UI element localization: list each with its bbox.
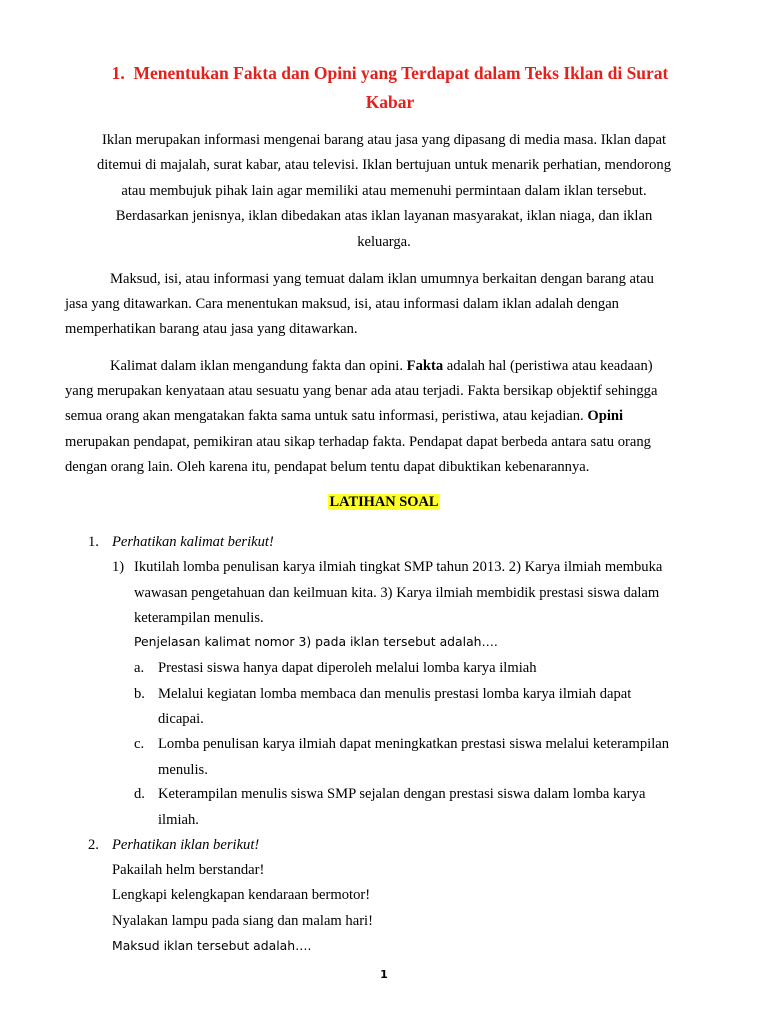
para1-line: atau membujuk pihak lain agar memiliki atau memenuhi permintaan dalam iklan tersebut. <box>121 183 647 199</box>
ad-line: Lengkapi kelengkapan kendaraan bermotor! <box>112 887 371 903</box>
para3-text: Kalimat dalam iklan mengandung fakta dan opini. <box>110 358 407 374</box>
question-prompt: Perhatikan iklan berikut! <box>112 837 260 853</box>
opini-term: Opini <box>587 408 624 424</box>
q2-question: Maksud iklan tersebut adalah…. <box>112 938 312 953</box>
q1-question: Penjelasan kalimat nomor 3) pada iklan tersebut adalah…. <box>134 634 498 649</box>
page-number: 1 <box>380 968 388 981</box>
question-number: 2. <box>88 837 99 853</box>
option-b-text: Melalui kegiatan lomba membaca dan menulis prestasi lomba karya ilmiah dapat <box>158 686 632 702</box>
option-letter: a. <box>134 660 145 676</box>
para1-line: keluarga. <box>357 234 411 250</box>
para3-text: adalah hal (peristiwa atau keadaan) <box>443 358 653 374</box>
option-letter: c. <box>134 736 145 752</box>
section-heading <box>70 59 710 117</box>
heading-line-2: Kabar <box>365 92 415 112</box>
question-prompt: Perhatikan kalimat berikut! <box>112 534 274 550</box>
para1-line: Iklan merupakan informasi mengenai barang atau jasa yang dipasang di media masa. Iklan dapat <box>101 132 667 148</box>
option-a-text: Prestasi siswa hanya dapat diperoleh melalui lomba karya ilmiah <box>158 660 537 676</box>
option-b-text: dicapai. <box>158 711 204 727</box>
para2-line: memperhatikan barang atau jasa yang ditawarkan. <box>65 321 358 337</box>
option-letter: b. <box>134 686 145 702</box>
para2-line: Maksud, isi, atau informasi yang temuat dalam iklan umumnya berkaitan dengan barang atau <box>110 271 654 287</box>
para3-line: yang merupakan kenyataan atau sesuatu yang benar ada atau terjadi. Fakta bersikap objektif sehingga <box>65 383 658 399</box>
option-letter: d. <box>134 786 145 802</box>
option-c-text: menulis. <box>158 762 208 778</box>
option-d-text: Keterampilan menulis siswa SMP sejalan dengan prestasi siswa dalam lomba karya <box>158 786 646 802</box>
para3-line: dengan orang lain. Oleh karena itu, pendapat belum tentu dapat dibuktikan kebenarannya. <box>65 459 590 475</box>
ad-line: Nyalakan lampu pada siang dan malam hari! <box>112 913 373 929</box>
para3-line <box>65 406 623 426</box>
para3-line: merupakan pendapat, pemikiran atau sikap terhadap fakta. Pendapat dapat berbeda antara satu orang <box>65 434 651 450</box>
question-number: 1. <box>88 534 99 550</box>
heading-number: 1. <box>111 63 125 83</box>
latihan-label: LATIHAN SOAL <box>329 494 439 510</box>
sub-number: 1) <box>112 559 125 575</box>
fakta-term: Fakta <box>406 358 444 374</box>
option-c-text: Lomba penulisan karya ilmiah dapat meningkatkan prestasi siswa melalui keterampilan <box>158 736 670 752</box>
ad-line: Pakailah helm berstandar! <box>112 862 265 878</box>
q1-text-line: Ikutilah lomba penulisan karya ilmiah tingkat SMP tahun 2013. 2) Karya ilmiah membuka <box>134 559 663 575</box>
para1-line: Berdasarkan jenisnya, iklan dibedakan atas iklan layanan masyarakat, iklan niaga, dan iklan <box>115 208 653 224</box>
q1-text-line: keterampilan menulis. <box>134 610 264 626</box>
heading-line-1: Menentukan Fakta dan Opini yang Terdapat dalam Teks Iklan di Surat <box>133 63 669 83</box>
para2-line: jasa yang ditawarkan. Cara menentukan maksud, isi, atau informasi dalam iklan adalah dengan <box>65 296 619 312</box>
para1-line: ditemui di majalah, surat kabar, atau televisi. Iklan bertujuan untuk menarik perhatian, mendorong <box>96 157 672 173</box>
latihan-heading <box>0 494 768 511</box>
para3-text: semua orang akan mengatakan fakta sama untuk satu informasi, peristiwa, atau kejadian. <box>65 408 588 424</box>
q1-text-line: wawasan pengetahuan dan keilmuan kita. 3) Karya ilmiah membidik prestasi siswa dalam <box>134 585 660 601</box>
para3-line <box>110 356 653 376</box>
option-d-text: ilmiah. <box>158 812 199 828</box>
